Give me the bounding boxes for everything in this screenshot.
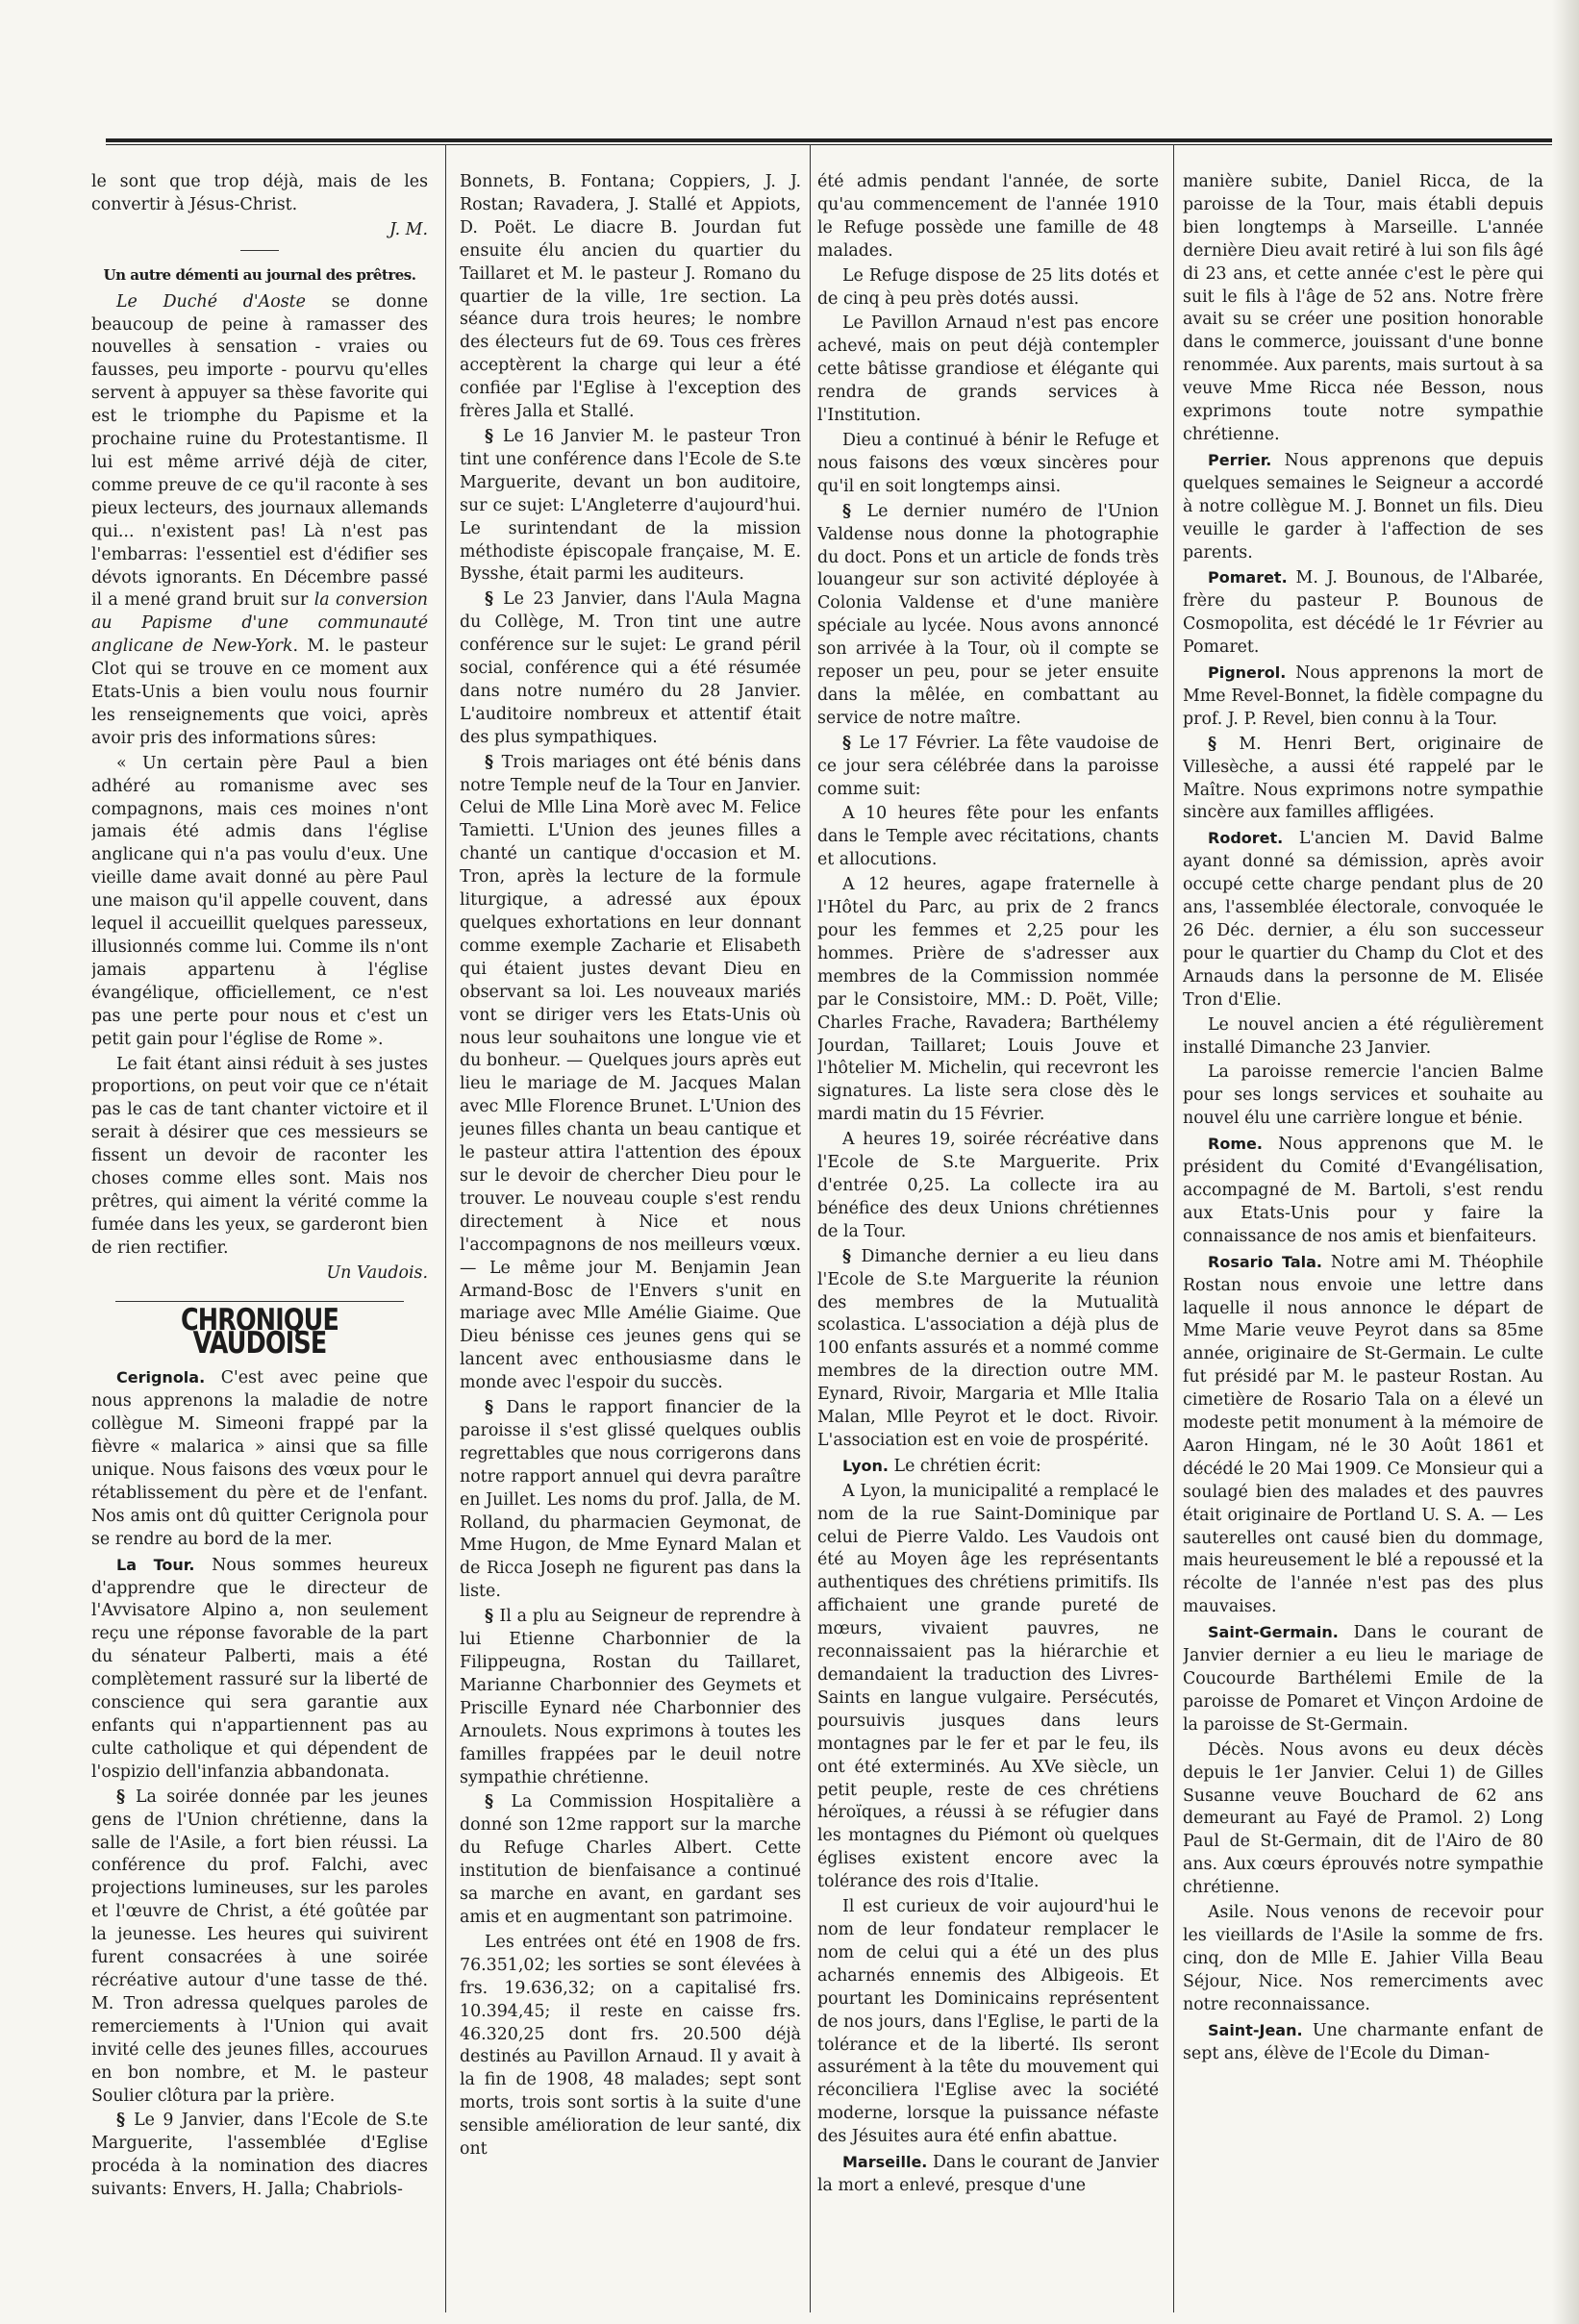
paragraph: § Trois mariages ont été bénis dans notre Temple neuf de la Tour en Janvier. Celui de Mlle Lina Morè avec M. Felice Tamietti. L'Union des jeunes filles a chanté un cantique d'occasion et M. Tron, après la lecture de la formule liturgique, a adressé aux époux quelques exhortations en leur donnant comme exemple Zacharie et Elisabeth qui étaient justes devant Dieu en observant sa loi. Les nouveaux mariés vont se diriger vers les Etats-Unis où nous leur souhaitons une longue vie et du bonheur. — Quelques jours après eut lieu le mariage de M. Jacques Malan avec Mlle Florence Brunet. L'Union des jeunes filles chanta un beau cantique et le pasteur attira l'attention des époux sur le devoir de chercher Dieu pour le trouver. Le nouveau couple s'est rendu directement à Nice et nous l'accompagnons de nos meilleurs vœux. — Le même jour M. Benjamin Jean Armand-Bosc de l'Envers s'unit en mariage avec Mlle Amélie Giaime. Que Dieu bénisse ces jeunes gens qui se lancent avec enthousiasme dans le monde avec l'espoir du succès. xyxy=(460,752,801,1393)
column-divider xyxy=(810,144,811,2312)
column-4 xyxy=(1183,171,1543,2311)
paragraph: § Le 17 Février. La fête vaudoise de ce jour sera célébrée dans la paroisse comme suit: xyxy=(817,733,1159,799)
column-divider xyxy=(1173,144,1174,2312)
paragraph: § Le 9 Janvier, dans l'Ecole de S.te Marguerite, l'assemblée d'Eglise procéda à la nomination des diacres suivants: Envers, H. Jalla; Chabriols- xyxy=(91,2111,428,2200)
divider xyxy=(115,1301,404,1302)
paragraph: Rosario Tala. Notre ami M. Théophile Rostan nous envoie une lettre dans laquelle il nous annonce le départ de Mme Marie veuve Peyrot dans sa 85me année, originaire de St-Germain. Le culte fut présidé par M. le pasteur Rostan. Au cimetière de Rosario Tala on a élevé un modeste petit monument à la mémoire de Aaron Hingam, né le 30 Août 1861 et décédé le 20 Mai 1909. Ce Monsieur qui a soulagé bien des malades et des pauvres était originaire de Portland U. S. A. — Les sauterelles ont causé bien du dommage, mais heureusement le blé a repoussé et la récolte de l'année n'est pas des plus mauvaises. xyxy=(1183,1252,1543,1617)
paragraph: Lyon. Le chrétien écrit: xyxy=(842,1456,1041,1476)
paragraph: Asile. Nous venons de recevoir pour les vieillards de l'Asile la somme de frs. cinq, don de Mlle E. Jahier Villa Beau Séjour, Nice. Nos remerciments avec notre reconnaissance. xyxy=(1183,1903,1543,2014)
paragraph: Le fait étant ainsi réduit à ses justes proportions, on peut voir que ce n'était pas le cas de tant chanter victoire et il serait à désirer que ces messieurs se fissent un devoir de raconter les choses comme elles sont. Mais nos prêtres, qui aiment la vérité comme la fumée dans les yeux, se garderont bien de rien rectifier. xyxy=(91,1054,428,1258)
page-top-margin xyxy=(0,0,1579,115)
divider xyxy=(240,250,279,251)
paragraph: § Le dernier numéro de l'Union Valdense nous donne la photographie du doct. Pons et un article de fonds très louangeur sur son activité déployée à Colonia Valdense et d'une manière spéciale au lycée. Nous avons annoncé son arrivée à la Tour, où il compte se reposer un peu, pour se jeter ensuite dans la mêlée, en combattant au service de notre maître. xyxy=(817,501,1159,728)
paragraph: A 12 heures, agape fraternelle à l'Hôtel du Parc, au prix de 2 francs pour les femmes et 2,25 pour les hommes. Prière de s'adresser aux membres de la Commission nommée par le Consistoire, MM.: D. Poët, Ville; Charles Frache, Ravadera; Barthélemy Jourdan, Taillaret; Louis Jouve et l'hôtelier M. Michelin, qui recevront les signatures. La liste sera close dès le mardi matin du 15 Février. xyxy=(817,875,1159,1125)
paragraph: Décès. Nous avons eu deux décès depuis le 1er Janvier. Celui 1) de Gilles Susanne veuve Bouchard de 62 ans demeurant au Fayé de Pramol. 2) Long Paul de St-Germain, dit de l'Airo de 80 ans. Aux cœurs éprouvés notre sympathie chrétienne. xyxy=(1183,1739,1543,1898)
paragraph: Il est curieux de voir aujourd'hui le nom de leur fondateur remplacer le nom de celui qui a été un des plus acharnés ennemis des Albigeois. Et pourtant les Dominicains représentent de nos jours, dans l'Eglise, le parti de la tolérance et de la liberté. Ils seront assurément à la tête du mouvement qui réconciliera l'Eglise avec la société moderne, lorsque la puissance néfaste des Jésuites aura été enfin abattue. xyxy=(817,1897,1159,2147)
paragraph: § La soirée donnée par les jeunes gens de l'Union chrétienne, dans la salle de l'Asile, a fort bien réussi. La conférence du prof. Falchi, avec projections lumineuses, sur les paroles et l'œuvre de Christ, a été goûtée par la jeunesse. Les heures qui suivirent furent consacrées à une soirée récréative autour d'une tasse de thé. M. Tron adressa quelques paroles de remerciements à l'Union qui avait invité celle des jeunes filles, accourues en bon nombre, et M. le pasteur Soulier clôtura par la prière. xyxy=(91,1787,428,2106)
section-title: CHRONIQUE VAUDOISE xyxy=(180,1302,339,1361)
paragraph: Perrier. Nous apprenons que depuis quelques semaines le Seigneur a accordé à notre collègue M. J. Bonnet un fils. Dieu veuille le garder à l'affection de ses parents. xyxy=(1183,450,1543,562)
paragraph: La paroisse remercie l'ancien Balme pour ses longs services et souhaite au nouvel élu une carrière longue et bénie. xyxy=(1183,1062,1543,1129)
paragraph: Le Duché d'Aoste se donne beaucoup de peine à ramasser des nouvelles à sensation - vraies ou fausses, peu importe - pourvu qu'elles servent à appuyer sa thèse favorite qui est le triomphe du Papisme et la prochaine ruine du Protestantisme. Il lui est même arrivé déjà de citer, comme preuve de ce qu'il raconte à ses pieux lecteurs, des journaux allemands qui... n'existent pas! Là n'est pas l'embarras: l'essentiel est d'édifier ses dévots ignorants. En Décembre passé il a mené grand bruit sur la conversion au Papisme d'une communauté anglicane de New-York. M. le pasteur Clot qui se trouve en ce moment aux Etats-Unis a bien voulu nous fournir les renseignements que voici, après avoir pris des informations sûres: xyxy=(91,291,428,748)
paragraph: Dieu a continué à bénir le Refuge et nous faisons des vœux sincères pour qu'il en soit longtemps ainsi. xyxy=(817,430,1159,496)
paragraph: « Un certain père Paul a bien adhéré au romanisme avec ses compagnons, mais ces moines n'ont jamais été admis dans l'église anglicane qui n'a pas voulu d'eux. Une vieille dame avait donné au père Paul une maison qu'il appelle couvent, dans lequel il accueillit quelques paresseux, illusionnés comme lui. Comme ils n'ont jamais appartenu à l'église évangélique, officiellement, ce n'est pas une perte pour nous et c'est un petit gain pour l'église de Rome ». xyxy=(91,753,428,1049)
paragraph: Bonnets, B. Fontana; Coppiers, J. J. Rostan; Ravadera, J. Stallé et Appiots, D. Poët. Le diacre B. Jourdan fut ensuite élu ancien du quartier du Taillaret et M. le pasteur J. Romano du quartier de la ville, 1re section. La séance dura trois heures; le nombre des électeurs fut de 69. Tous ces frères acceptèrent la charge qui leur a été confiée par l'Eglise à l'exception des frères Jalla et Stallé. xyxy=(460,172,801,422)
signature: J. M. xyxy=(388,219,428,239)
paragraph: Le Refuge dispose de 25 lits dotés et de cinq à peu près dotés aussi. xyxy=(817,265,1159,309)
paragraph: La Tour. Nous sommes heureux d'apprendre que le directeur de l'Avvisatore Alpino a, non seulement reçu une réponse favorable de la part du sénateur Palberti, mais a été complètement rassuré sur la liberté de conscience qui sera garantie aux enfants qui n'appartiennent pas au culte catholique et qui dépendent de l'ospizio dell'infanzia abbandonata. xyxy=(91,1555,428,1782)
paragraph: § Dans le rapport financier de la paroisse il s'est glissé quelques oublis regrettables que nous corrigerons dans notre rapport annuel qui devra paraître en Juillet. Les noms du prof. Jalla, de M. Rolland, du pharmacien Geymonat, de Mme Hugon, de Mme Eynard Malan et de Ricca Joseph ne figurent pas dans la liste. xyxy=(460,1398,801,1602)
column-divider xyxy=(445,144,446,2312)
paragraph: Rodoret. L'ancien M. David Balme ayant donné sa démission, après avoir occupé cette charge pendant plus de 20 ans, l'assemblée électorale, convoquée le 26 Déc. dernier, a élu son successeur pour le quartier du Champ du Clot et des Arnauds dans la personne de M. Elisée Tron d'Elie. xyxy=(1183,829,1543,1010)
paragraph: § Le 16 Janvier M. le pasteur Tron tint une conférence dans l'Ecole de S.te Marguerite, devant un bon auditoire, sur ce sujet: L'Angleterre d'aujourd'hui. Le surintendant de la mission méthodiste épiscopale française, M. E. Bysshe, était parmi les auditeurs. xyxy=(460,426,801,585)
paragraph: A 10 heures fête pour les enfants dans le Temple avec récitations, chants et allocutions. xyxy=(817,804,1159,870)
signature: Un Vaudois. xyxy=(326,1262,428,1283)
column-1 xyxy=(91,171,428,2311)
paragraph: le sont que trop déjà, mais de les convertir à Jésus-Christ. xyxy=(91,172,428,214)
paragraph: Pomaret. M. J. Bounous, de l'Albarée, frère du pasteur P. Bounous de Cosmopolita, est décédé le 1r Février au Pomaret. xyxy=(1183,568,1543,658)
article-subtitle: Un autre démenti au journal des prêtres. xyxy=(103,265,416,284)
column-2 xyxy=(460,171,801,2311)
paragraph: Cerignola. C'est avec peine que nous apprenons la maladie de notre collègue M. Simeoni frappé par la fièvre « malarica » ainsi que sa fille unique. Nous faisons des vœux pour le rétablissement du père et de l'enfant. Nos amis ont dû quitter Cerignola pour se rendre au bord de la mer. xyxy=(91,1368,428,1549)
paragraph: Marseille. Dans le courant de Janvier la mort a enlevé, presque d'une xyxy=(817,2153,1159,2195)
paragraph: Les entrées ont été en 1908 de frs. 76.351,02; les sorties se sont élevées à frs. 19.636,32; on a capitalisé frs. 10.394,45; il reste en caisse frs. 46.320,25 dont frs. 20.500 déjà destinés au Pavillon Arnaud. Il y avait à la fin de 1908, 48 malades; sept sont morts, trois sont sortis à la suite d'une sensible amélioration de leur santé, dix ont xyxy=(460,1932,801,2160)
paragraph: Le Pavillon Arnaud n'est pas encore achevé, mais on peut déjà contempler cette bâtisse grandiose et élégante qui rendra de grands services à l'Institution. xyxy=(817,313,1159,426)
paragraph: § La Commission Hospitalière a donné son 12me rapport sur la marche du Refuge Charles Albert. Cette institution de bienfaisance a continué sa marche en avant, en gardant ses amis et en augmentant son patrimoine. xyxy=(460,1792,801,1927)
paragraph: A Lyon, la municipalité a remplacé le nom de la rue Saint-Dominique par celui de Pierre Valdo. Les Vaudois ont été au Moyen âge les représentants authentiques des chrétiens primitifs. Ils affichaient une grande pureté de mœurs, vivaient pauvres, ne reconnaissaient pas la hiérarchie et demandaient la traduction des Livres-Saints en langue vulgaire. Persécutés, poursuivis jusques dans leurs montagnes par le fer et par le feu, ils ont été exterminés. Au XVe siècle, un petit peuple, reste de ces chrétiens héroïques, a réussi à se réfugier dans les montagnes du Piémont où quelques églises existent encore avec la tolérance des rois d'Italie. xyxy=(817,1481,1159,1892)
paragraph: Le nouvel ancien a été régulièrement installé Dimanche 23 Janvier. xyxy=(1183,1014,1543,1058)
paragraph: manière subite, Daniel Ricca, de la paroisse de la Tour, mais établi depuis bien longtemps à Marseille. L'année dernière Dieu avait retiré à lui son fils âgé di 23 ans, et cette année c'est le père qui suit le fils à l'âge de 52 ans. Notre frère avait su se créer une position honorable dans le commerce, jouissant d'une bonne renommée. Aux parents, mais surtout à sa veuve Mme Ricca née Besson, nous exprimons toute notre sympathie chrétienne. xyxy=(1183,172,1543,444)
paragraph: § M. Henri Bert, originaire de Villesèche, a aussi été rappelé par le Maître. Nous exprimons notre sympathie sincère aux familles affligées. xyxy=(1183,734,1543,823)
header-rule xyxy=(106,138,1574,145)
paragraph: Rome. Nous apprenons que M. le président du Comité d'Evangélisation, accompagné de M. Bartoli, s'est rendu aux Etats-Unis pour y faire la connaissance de nos amis et bienfaiteurs. xyxy=(1183,1135,1543,1246)
scan-edge xyxy=(1552,0,1579,2324)
paragraph: § Dimanche dernier a eu lieu dans l'Ecole de S.te Marguerite la réunion des membres de la Mutualità scolastica. L'association a déjà plus de 100 enfants assurés et a nommé comme membres de la direction outre MM. Eynard, Rivoir, Margaria et Mlle Italia Malan, Mlle Peyrot et le doct. Rivoir. L'association est en voie de prospérité. xyxy=(817,1246,1159,1450)
paragraph: § Il a plu au Seigneur de reprendre à lui Etienne Charbonnier de la Filippeugna, Rostan du Taillaret, Marianne Charbonnier des Geymets et Priscille Eynard née Charbonnier des Arnoulets. Nous exprimons à toutes les familles frappées par le deuil notre sympathie chrétienne. xyxy=(460,1607,801,1787)
column-3 xyxy=(817,171,1159,2311)
paragraph: Pignerol. Nous apprenons la mort de Mme Revel-Bonnet, la fidèle compagne du prof. J. P. Revel, bien connu à la Tour. xyxy=(1183,663,1543,729)
paragraph: été admis pendant l'année, de sorte qu'au commencement de l'année 1910 le Refuge possède une famille de 48 malades. xyxy=(817,172,1159,261)
paragraph: Saint-Germain. Dans le courant de Janvier dernier a eu lieu le mariage de Coucourde Barthélemi Emile de la paroisse de Pomaret et Vinçon Ardoine de la paroisse de St-Germain. xyxy=(1183,1623,1543,1735)
paragraph: § Le 23 Janvier, dans l'Aula Magna du Collège, M. Tron tint une autre conférence sur le sujet: Le grand péril social, conférence qui a été résumée dans notre numéro du 28 Janvier. L'auditoire nombreux et attentif était des plus sympathiques. xyxy=(460,589,801,747)
paragraph: A heures 19, soirée récréative dans l'Ecole de S.te Marguerite. Prix d'entrée 0,25. La collecte ira au bénéfice des deux Unions chrétiennes de la Tour. xyxy=(817,1130,1159,1241)
paragraph: Saint-Jean. Une charmante enfant de sept ans, élève de l'Ecole du Diman- xyxy=(1183,2020,1543,2063)
